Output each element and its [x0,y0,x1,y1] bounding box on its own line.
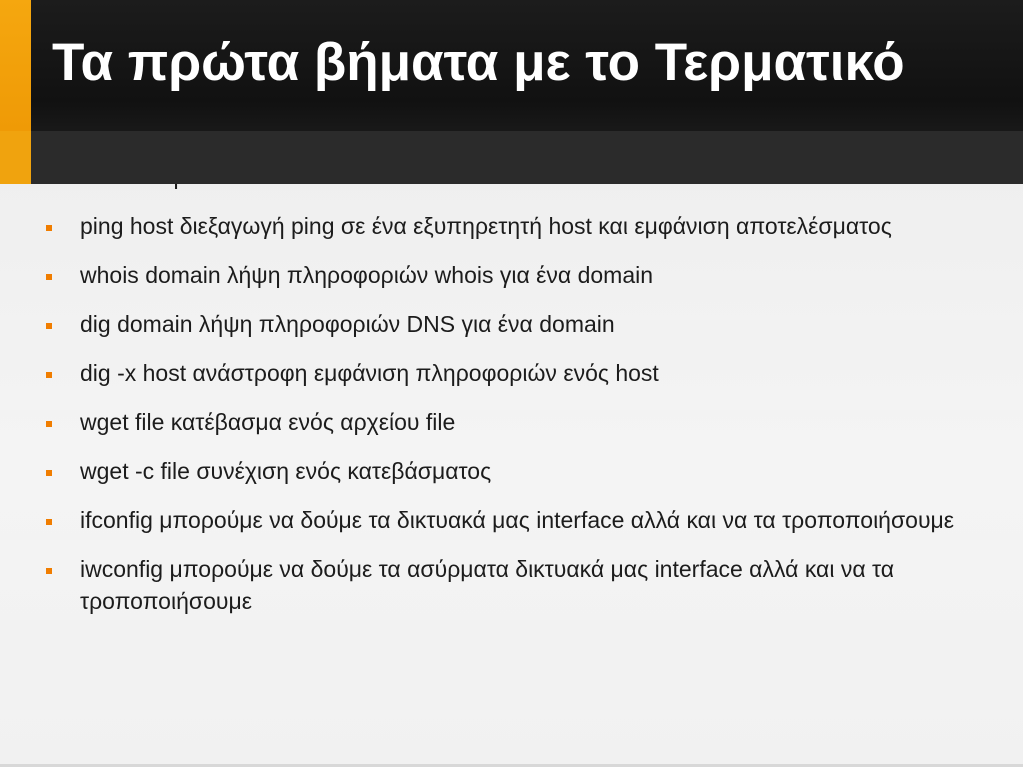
bullet-text: whois domain λήψη πληροφοριών whois για ένα domain [80,262,654,288]
bullet-text: iwconfig μπορούμε να δούμε τα ασύρματα δικτυακά μας interface αλλά και να τα τροποποιήσουμε [80,556,895,614]
bullet-item [0,406,1023,438]
bullet-text: wget -c file συνέχιση ενός κατεβάσματος [80,458,492,484]
bullet-item [0,504,1023,536]
orange-square-bullet-icon [46,225,52,231]
title-bar [0,0,1023,184]
bullet-text: ifconfig μπορούμε να δούμε τα δικτυακά μας interface αλλά και να τα τροποποιήσουμε [80,507,955,533]
accent-stripe [0,0,31,184]
orange-square-bullet-icon [46,274,52,280]
bullet-item [0,259,1023,291]
orange-square-bullet-icon [46,519,52,525]
bullet-text: ping host διεξαγωγή ping σε ένα εξυπηρετητή host και εμφάνιση αποτελέσματος [80,213,892,239]
bullet-item [0,455,1023,487]
bullet-item [0,357,1023,389]
orange-square-bullet-icon [46,470,52,476]
bullet-text: dig domain λήψη πληροφοριών DNS για ένα domain [80,311,615,337]
bullet-item [0,308,1023,340]
slide-title: Τα πρώτα βήματα με το Τερματικό [52,33,905,92]
orange-square-bullet-icon [46,323,52,329]
slide-content [0,160,1023,760]
bullet-item [0,553,1023,617]
bullet-item [0,210,1023,242]
title-bar-lower-band [0,131,1023,184]
bullet-text: wget file κατέβασμα ενός αρχείου file [80,409,456,435]
bullet-text: dig -x host ανάστροφη εμφάνιση πληροφοριών ενός host [80,360,659,386]
orange-square-bullet-icon [46,372,52,378]
accent-stripe-lower [0,131,31,184]
orange-square-bullet-icon [46,568,52,574]
orange-square-bullet-icon [46,421,52,427]
bullet-list [0,160,1023,617]
accent-stripe-upper [0,0,31,131]
